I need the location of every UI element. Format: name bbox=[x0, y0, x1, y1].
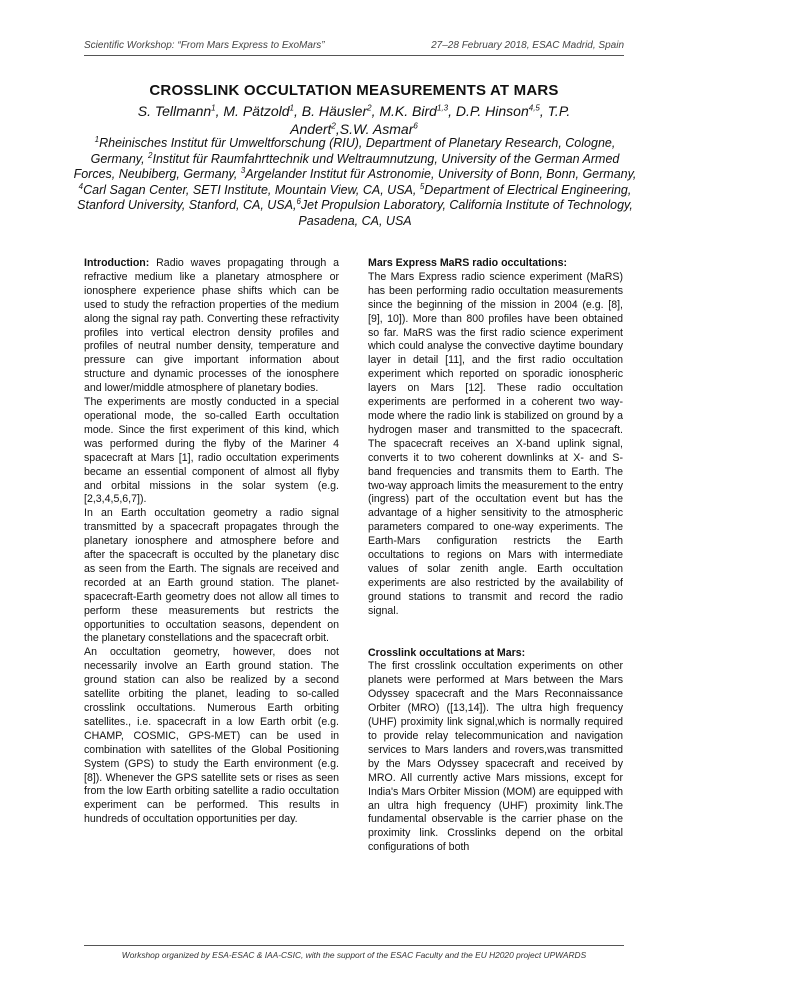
author-separator: , bbox=[335, 121, 340, 137]
paper-title: CROSSLINK OCCULTATION MEASUREMENTS AT MARS bbox=[149, 82, 559, 99]
affiliation-text: Argelander Institut für Astronomie, University of Bonn, Bonn, Germany, bbox=[245, 167, 637, 181]
author-affiliation-mark: 1 bbox=[211, 103, 216, 113]
author-separator: , bbox=[371, 103, 380, 119]
section-heading-introduction: Introduction: bbox=[84, 257, 150, 269]
header-date-venue: 27–28 February 2018, ESAC Madrid, Spain bbox=[431, 40, 624, 51]
paragraph: In an Earth occultation geometry a radio signal transmitted by a spacecraft propagates through the planetary ionosphere and atmosphere before and after the spacecraft is occulted by the planetary disc as seen from the Earth. The signals are received and recorded at an Earth ground station. The planet-spacecraft-Earth geometry does not allow all times to perform these measurements but restricts the opportunities to occultation seasons, dependent on the planetary constellations and the spacecraft orbit. bbox=[84, 507, 339, 645]
author-affiliation-mark: 1 bbox=[289, 103, 294, 113]
paragraph: The Mars Express radio science experiment (MaRS) has been performing radio occultation measurements since the beginning of the mission in 2004 (e.g. [8], [9], 10]). More than 800 profiles have been obtained so far. MaRS was the first radio science experiment which could analyse the convective daytime boundary layer in detail [11], and the first radio occultation experiment which reported on sporadic ionospheric layers on Mars [12]. These radio occultation experiments are performed in a coherent two way-mode where the radio link is stabilized on ground by a hydrogen maser and transmitted to the spacecraft. The spacecraft receives an X-band uplink signal, converts it to two coherent downlinks at X- and S-band frequencies and transmits them to Earth. The two-way approach limits the measurement to the entry (ingress) part of the occultation event but has the advantage of a higher sensitivity to the atmospheric parameters compared to one-way experiments. The Earth-Mars configuration restricts the Earth occultations to regions on Mars with intermediate values of solar zenith angle. Earth occultation experiments are also restricted by the availability of ground stations to transmit and record the radio signal. bbox=[368, 270, 623, 617]
affiliation-mark: 3 bbox=[240, 165, 246, 175]
author-affiliation-mark: 1,3 bbox=[436, 103, 449, 113]
author-separator: , bbox=[539, 103, 548, 119]
author-affiliation-mark: 2 bbox=[367, 103, 372, 113]
header-rule bbox=[84, 55, 624, 56]
author-name: D.P. Hinson bbox=[455, 103, 529, 119]
footer-rule bbox=[84, 945, 624, 946]
author-name: S. Tellmann bbox=[137, 103, 212, 119]
author-affiliation-mark: 2 bbox=[331, 121, 336, 131]
header-workshop: Scientific Workshop: “From Mars Express to ExoMars” bbox=[84, 40, 325, 51]
affiliation-mark: 4 bbox=[78, 181, 84, 191]
affiliation-mark: 6 bbox=[296, 196, 301, 206]
affiliations bbox=[70, 136, 640, 229]
author-name: M.K. Bird bbox=[379, 103, 437, 119]
section-heading-crosslink: Crosslink occultations at Mars: bbox=[368, 646, 526, 659]
running-header bbox=[84, 40, 624, 56]
paragraph: An occultation geometry, however, does not necessarily involve an Earth ground station. The ground station can also be realized by a second satellite orbiting the planet, leading to so-called crosslink occultations. Numerous Earth orbiting satellites., i.e. spacecraft in a low Earth orbit (e.g. CHAMP, COSMIC, GPS-MET) can be used in combination with satellites of the Global Positioning System (GPS) to study the Earth environment (e.g. [8]). Whenever the GPS satellite sets or rises as seen from the low Earth orbiting satellite a radio occultation experiment can be performed. This results in hundreds of occultation opportunities per day. bbox=[84, 646, 339, 826]
author-affiliation-mark: 4,5 bbox=[528, 103, 540, 113]
section-heading-mars-express: Mars Express MaRS radio occultations: bbox=[368, 257, 567, 269]
author-separator: , bbox=[215, 103, 224, 119]
affiliation-text: Jet Propulsion Laboratory, California Institute of Technology, Pasadena, CA, USA bbox=[298, 198, 633, 228]
intro-paragraph bbox=[84, 257, 339, 396]
intro-text: Radio waves propagating through a refractive medium like a planetary atmosphere or ionosphere experience phase shifts which can be used to study the refraction properties of the medium along the signal ray path. Converting these refractivity profiles into vertical electron density profiles and profiles of neutral number density, temperature and pressure can give important information about structure and dynamic processes of the ionosphere and lower/middle atmosphere of planetary bodies. bbox=[84, 257, 339, 395]
affiliation-text: Department of Electrical Engineering, Stanford University, Stanford, CA, USA, bbox=[77, 182, 632, 212]
paragraph: The experiments are mostly conducted in a special operational mode, the so-called Earth occultation mode. Since the first experiment of this kind, which was performed during the flyby of the Mariner 4 spacecraft at Mars [1], radio occultation experiments became an essential component of almost all flyby and orbital missions in the solar system (e.g.[2,3,4,5,6,7]). bbox=[84, 396, 339, 506]
author-affiliation-mark: 6 bbox=[413, 121, 418, 131]
author-name: T.P. Andert bbox=[290, 103, 571, 137]
author-separator: , bbox=[293, 103, 302, 119]
affiliation-mark: 2 bbox=[148, 150, 153, 160]
left-column bbox=[84, 257, 339, 827]
page-footer: Workshop organized by ESA-ESAC & IAA-CSIC, with the support of the ESAC Faculty and the EU H2020 project UPWARDS bbox=[121, 950, 587, 960]
section-gap bbox=[368, 619, 623, 647]
author-name: M. Pätzold bbox=[223, 103, 290, 119]
author-separator: , bbox=[448, 103, 456, 119]
author-name: S.W. Asmar bbox=[339, 121, 414, 137]
author-list bbox=[100, 102, 608, 138]
affiliation-mark: 5 bbox=[419, 181, 425, 191]
affiliation-text: Rheinisches Institut für Umweltforschung (RIU), Department of Planetary Research, Cologne, Germany, bbox=[90, 136, 616, 166]
affiliation-text: Carl Sagan Center, SETI Institute, Mountain View, CA, USA, bbox=[83, 182, 420, 197]
right-column bbox=[368, 257, 623, 855]
paragraph: The first crosslink occultation experiments on other planets were performed at Mars between the Mars Odyssey spacecraft and the Mars Reconnaissance Orbiter (MRO) ([13,14]). The ultra high frequency (UHF) proximity link signal,which is normally required to provide relay telecommunication and navigation services to Mars landers and rovers,was transmitted by the Mars Odyssey spacecraft and received by MRO. All currently active Mars missions, except for India's Mars Orbiter Mission (MOM) are equipped with an ultra high frequency (UHF) proximity link.The fundamental observable is the carrier phase on the proximity link. Crosslinks depend on the orbital configurations of both bbox=[368, 660, 623, 854]
author-name: B. Häusler bbox=[301, 103, 368, 119]
affiliation-mark: 1 bbox=[94, 134, 100, 144]
affiliation-text: Institut für Raumfahrttechnik und Weltraumnutzung, University of the German Armed Forces, Neubiberg, Germany, bbox=[73, 151, 620, 181]
